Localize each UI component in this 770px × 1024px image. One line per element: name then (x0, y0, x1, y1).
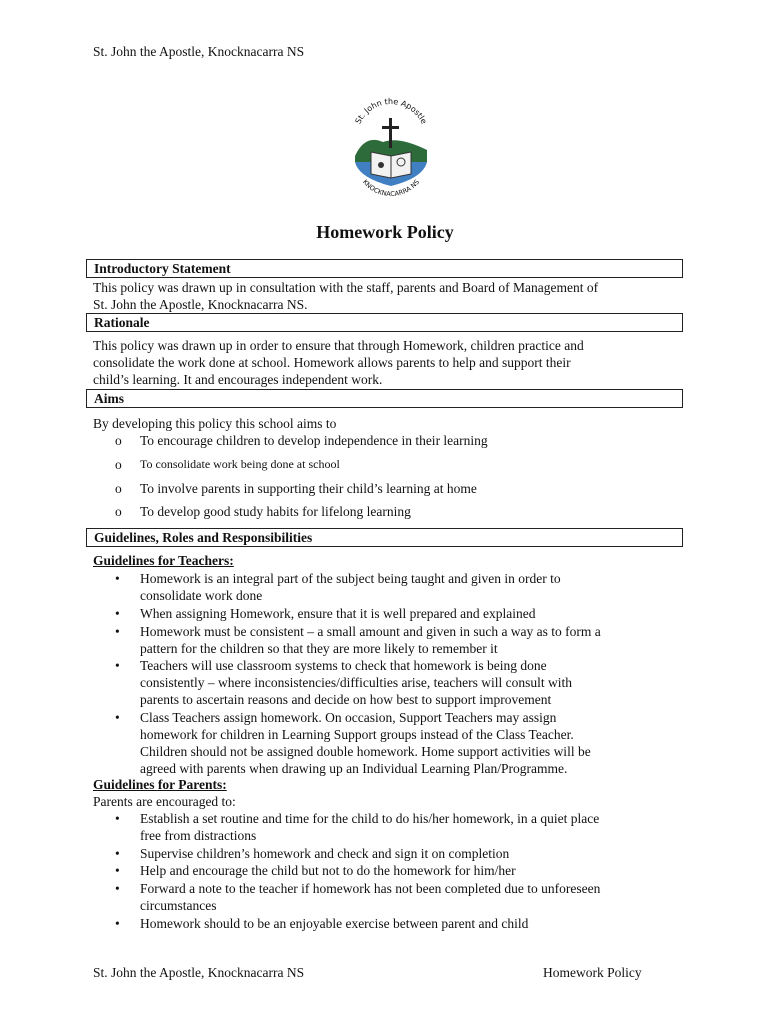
parents-intro: Parents are encouraged to: (93, 794, 236, 809)
logo-bottom-text: KNOCKNACARRA NS (360, 178, 422, 199)
intro-text (93, 279, 683, 313)
parent-guideline: • Homework should to be an enjoyable exercise between parent and child (115, 916, 529, 931)
intro-heading: Introductory Statement (86, 259, 683, 278)
circle-bullet: o (115, 481, 122, 496)
page-header: St. John the Apostle, Knocknacarra NS (93, 44, 305, 59)
bullet: • (115, 863, 120, 878)
guidelines-heading: Guidelines, Roles and Responsibilities (86, 528, 683, 547)
rationale-line: child’s learning. It and encourages independent work. (93, 372, 383, 387)
aims-item: o To encourage children to develop independence in their learning (115, 433, 488, 448)
rationale-text (93, 337, 683, 388)
aims-item: o To consolidate work being done at school (115, 457, 340, 472)
bullet: • (115, 606, 120, 621)
parent-guideline: • Supervise children’s homework and check and sign it on completion (115, 846, 510, 861)
logo-top-text: St. John the Apostle (353, 96, 429, 126)
bullet: • (115, 846, 120, 861)
parent-guideline: • Forward a note to the teacher if homework has not been completed due to unforeseen circumstances (115, 881, 601, 913)
bullet: • (115, 881, 120, 896)
aims-item: o To involve parents in supporting their child’s learning at home (115, 481, 477, 496)
footer-left: St. John the Apostle, Knocknacarra NS (93, 965, 305, 980)
circle-bullet: o (115, 433, 122, 448)
bullet: • (115, 571, 120, 586)
footer-right: Homework Policy (543, 965, 642, 980)
parents-subheading: Guidelines for Parents: (93, 777, 227, 792)
teacher-guideline: • Homework must be consistent – a small amount and given in such a way as to form a pattern for the children so that they are more likely to remember it (115, 624, 601, 656)
parent-guideline: • Help and encourage the child but not to do the homework for him/her (115, 863, 516, 878)
teacher-guideline: • Class Teachers assign homework. On occasion, Support Teachers may assign homework for children in Learning Support groups instead of the Class Teacher. Children should not be assigned double homework. Home support activities will be agreed with parents when drawing up an Individual Learning Plan/Programme. (115, 710, 591, 776)
teacher-guideline: • When assigning Homework, ensure that it is well prepared and explained (115, 606, 536, 621)
teacher-guideline: • Homework is an integral part of the subject being taught and given in order to consolidate work done (115, 571, 561, 603)
bullet: • (115, 658, 120, 673)
bullet: • (115, 710, 120, 725)
aims-heading: Aims (86, 389, 683, 408)
aims-item: o To develop good study habits for lifelong learning (115, 504, 411, 519)
parent-guideline: • Establish a set routine and time for the child to do his/her homework, in a quiet place free from distractions (115, 811, 600, 843)
aims-intro: By developing this policy this school aims to (93, 416, 337, 431)
circle-bullet: o (115, 504, 122, 519)
page-title: Homework Policy (316, 222, 454, 242)
intro-line: St. John the Apostle, Knocknacarra NS. (93, 297, 308, 312)
rationale-line: This policy was drawn up in order to ensure that through Homework, children practice and (93, 338, 584, 353)
rationale-line: consolidate the work done at school. Homework allows parents to help and support their (93, 355, 571, 370)
bullet: • (115, 811, 120, 826)
rationale-heading: Rationale (86, 313, 683, 332)
bullet: • (115, 624, 120, 639)
teacher-guideline: • Teachers will use classroom systems to check that homework is being done consistently – where inconsistencies/difficulties arise, teachers will consult with parents to ascertain reasons and decide on how best to support improvement (115, 658, 573, 707)
circle-bullet: o (115, 457, 122, 472)
intro-line: This policy was drawn up in consultation with the staff, parents and Board of Management of (93, 280, 599, 295)
teachers-subheading: Guidelines for Teachers: (93, 553, 234, 568)
bullet: • (115, 916, 120, 931)
school-logo (343, 90, 439, 200)
